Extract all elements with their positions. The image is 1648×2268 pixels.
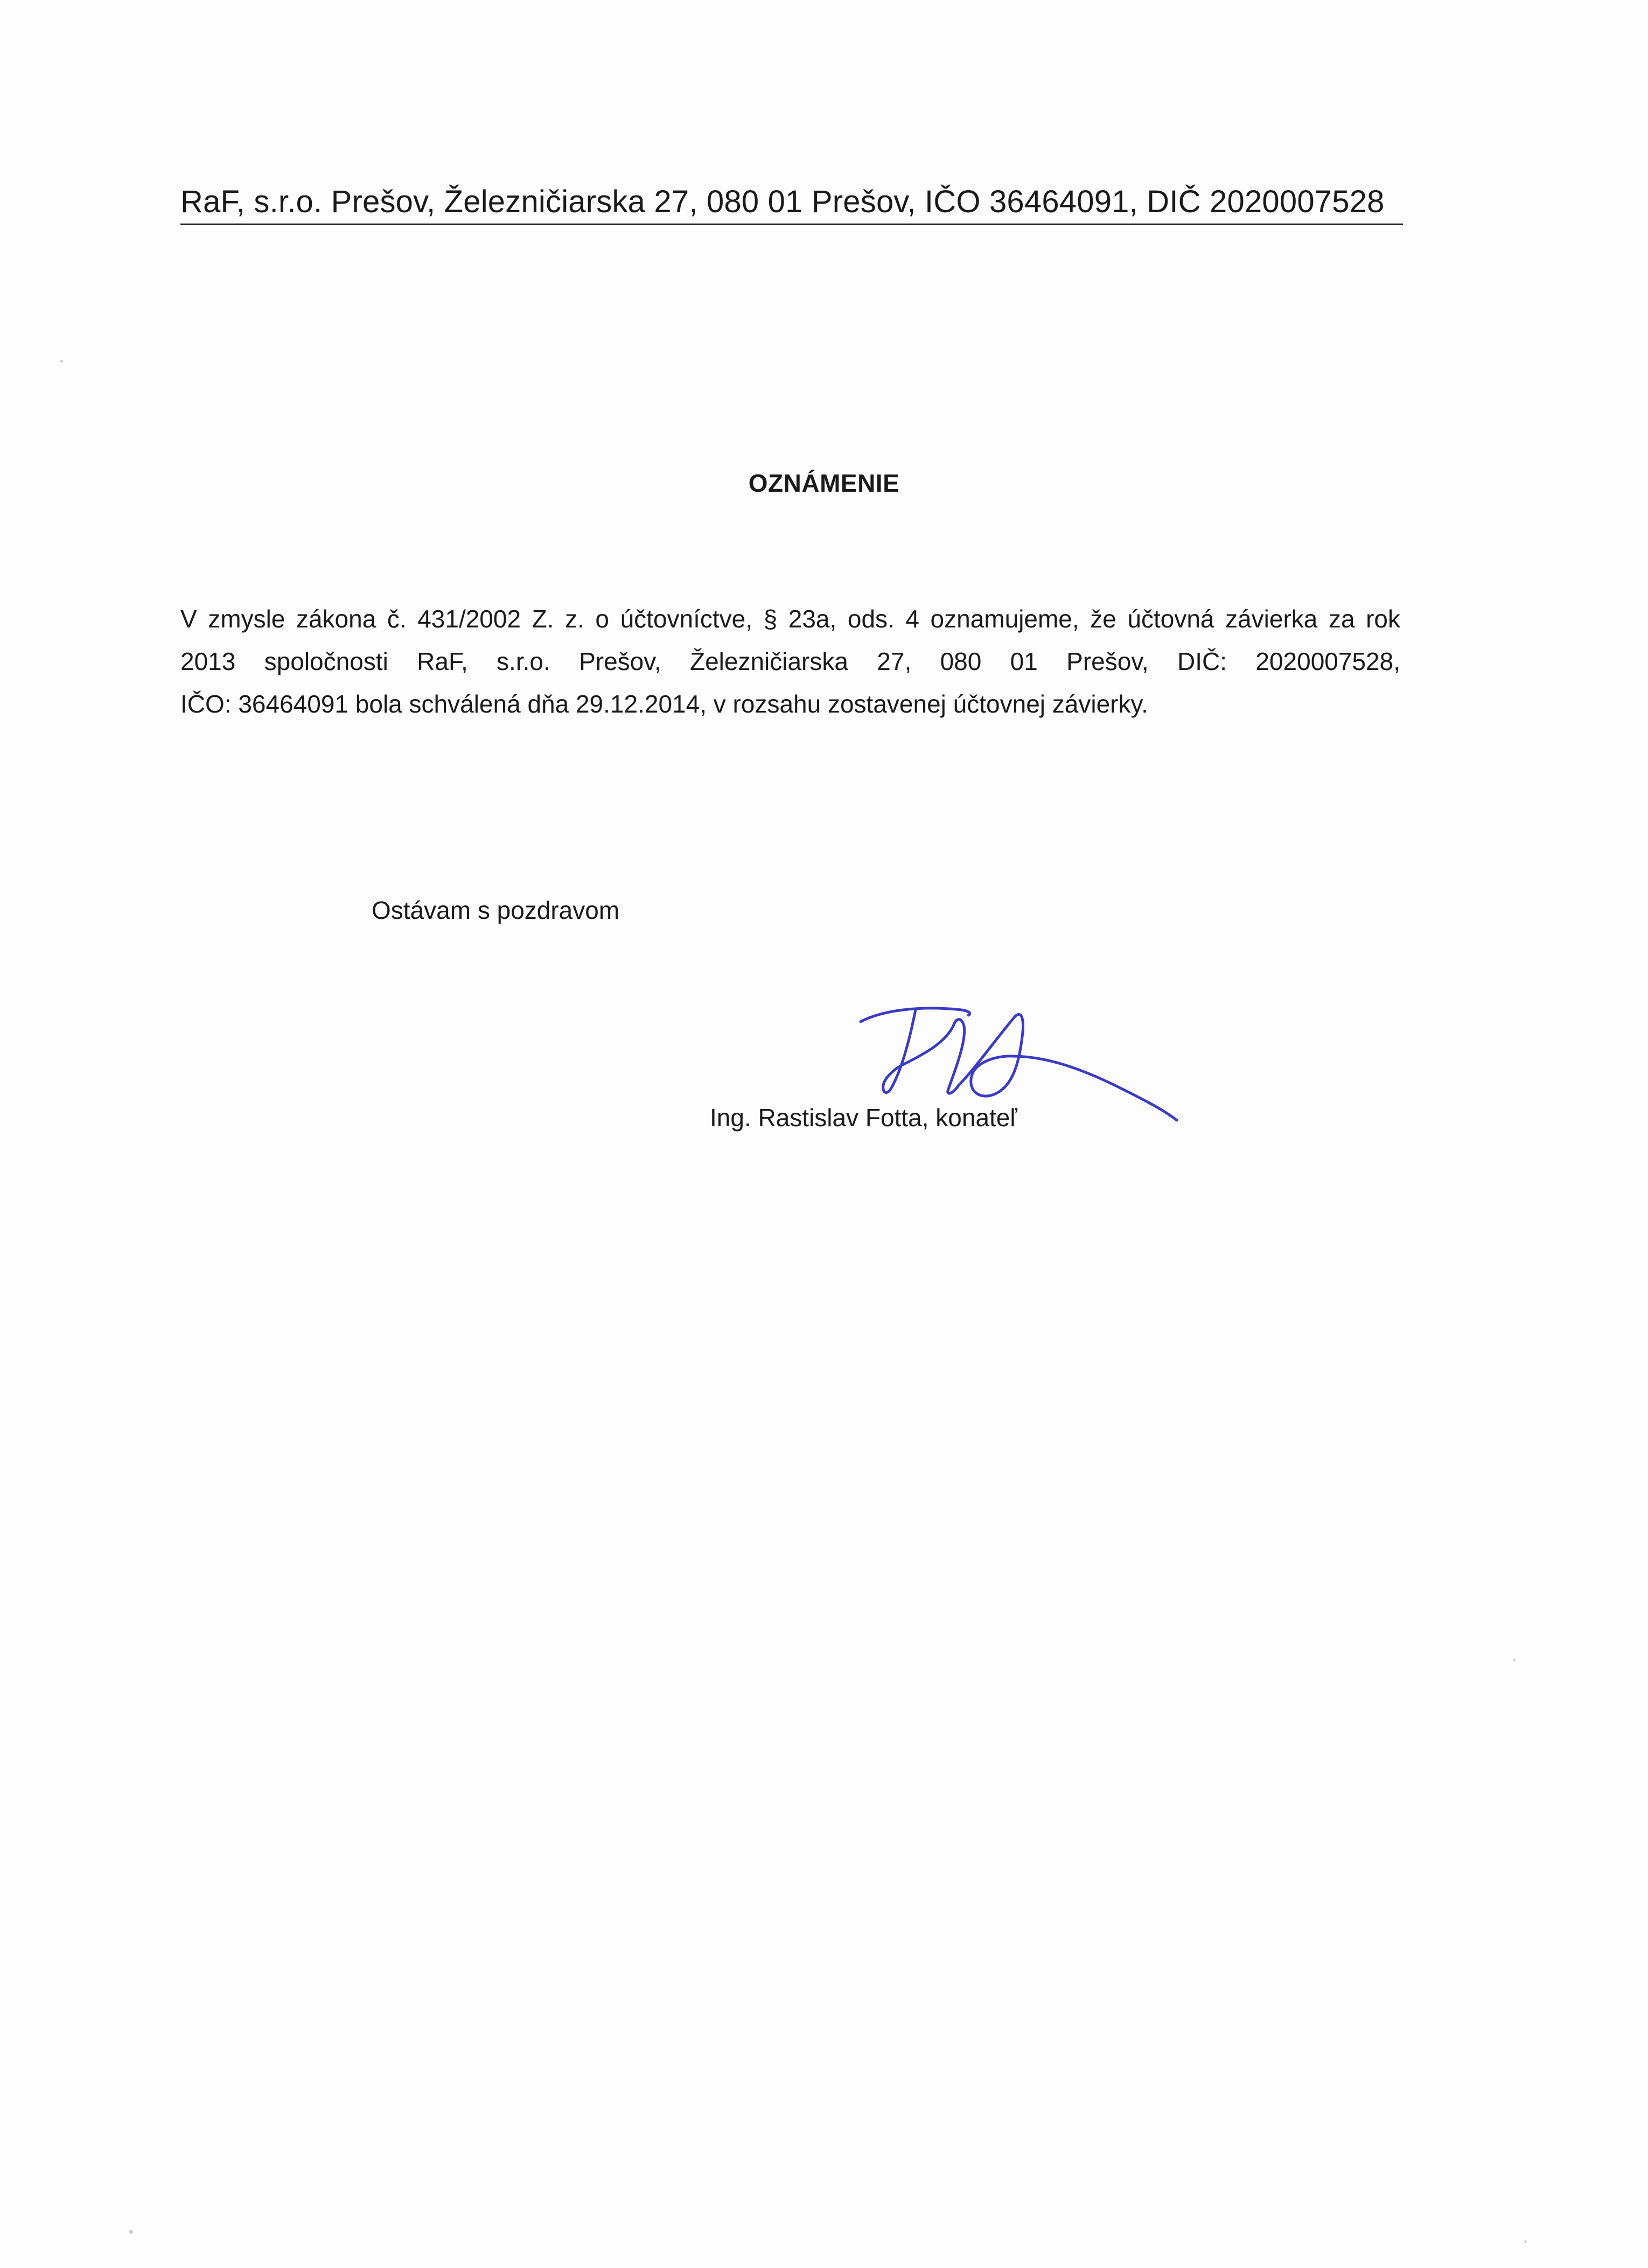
notice-line-1: V zmysle zákona č. 431/2002 Z. z. o účtovníctve, § 23a, ods. 4 oznamujeme, že účtovná závierka za rok: [180, 605, 1400, 633]
scan-speck: [129, 2230, 133, 2234]
letterhead-underline: [180, 224, 1403, 225]
scan-speck: [60, 360, 63, 362]
notice-line-3: IČO: 36464091 bola schválená dňa 29.12.2014, v rozsahu zostavenej účtovnej závierky.: [180, 690, 1148, 718]
closing-phrase: Ostávam s pozdravom: [372, 896, 620, 924]
letterhead: RaF, s.r.o. Prešov, Železničiarska 27, 080 01 Prešov, IČO 36464091, DIČ 2020007528: [180, 184, 1385, 219]
document-title: OZNÁMENIE: [748, 469, 900, 497]
notice-line-2: 2013 spoločnosti RaF, s.r.o. Prešov, Železničiarska 27, 080 01 Prešov, DIČ: 2020007528,: [180, 647, 1400, 675]
notice-body: [180, 598, 1400, 725]
scan-speck: [1513, 1659, 1516, 1661]
signer-name: Ing. Rastislav Fotta, konateľ: [710, 1104, 1017, 1132]
scan-speck: [1524, 2241, 1526, 2243]
